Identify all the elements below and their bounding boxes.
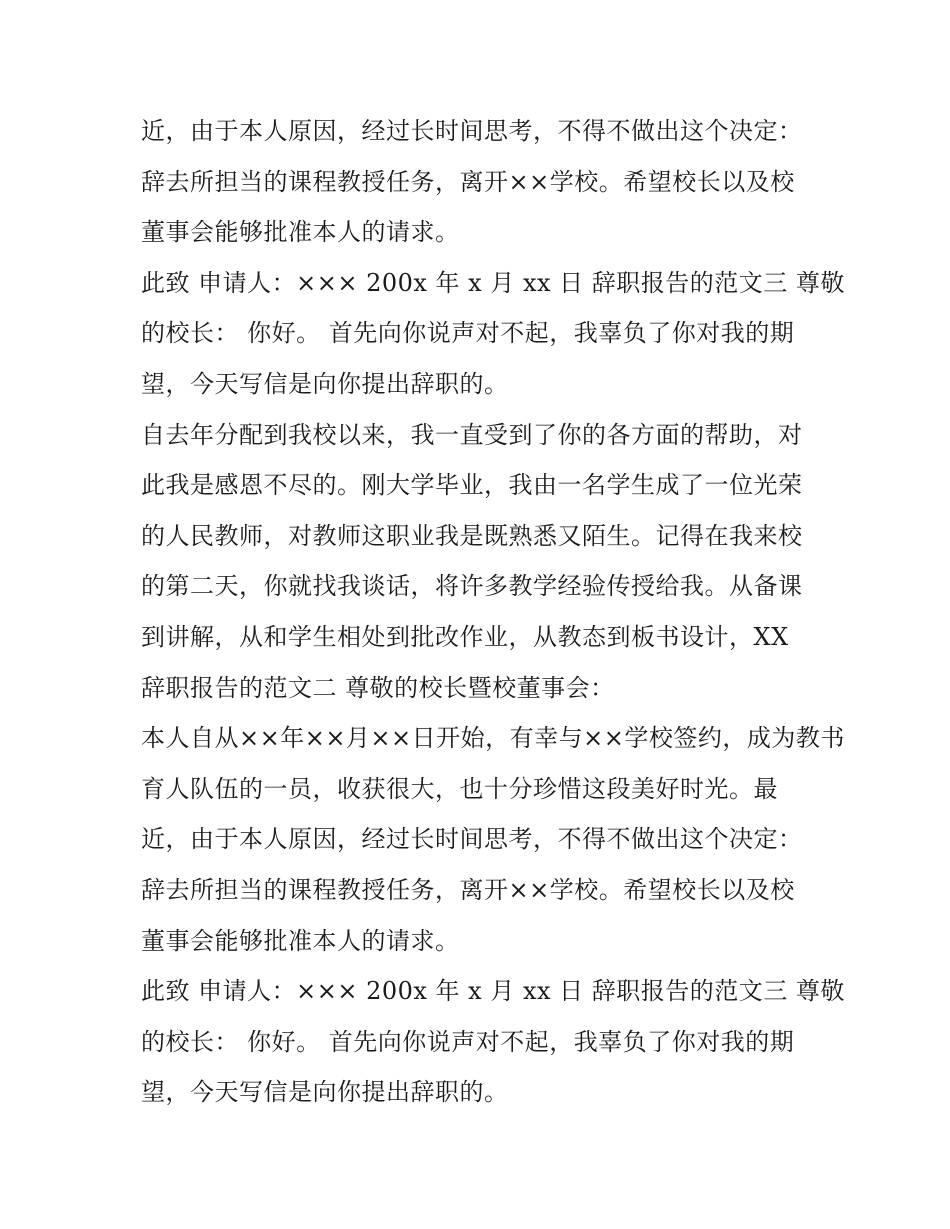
text-line: 近，由于本人原因，经过长时间思考，不得不做出这个决定： [141,825,803,854]
text-line: 董事会能够批准本人的请求。 [141,926,460,955]
text-line: 望，今天写信是向你提出辞职的。 [141,1078,509,1107]
text-line: 此我是感恩不尽的。刚大学毕业，我由一名学生成了一位光荣 [141,471,803,500]
text-line: 到讲解，从和学生相处到批改作业，从教态到板书设计，XX [141,622,789,651]
text-line: 辞职报告的范文二 尊敬的校长暨校董事会： [141,673,615,702]
text-line: 此致 申请人：××× 200x 年 x 月 xx 日 辞职报告的范文三 尊敬 [141,977,845,1006]
text-line: 望，今天写信是向你提出辞职的。 [141,369,509,398]
text-line: 董事会能够批准本人的请求。 [141,218,460,247]
text-line: 的人民教师，对教师这职业我是既熟悉又陌生。记得在我来校 [141,521,803,550]
text-line: 近，由于本人原因，经过长时间思考，不得不做出这个决定： [141,117,803,145]
document-body [141,106,845,1118]
text-line: 的校长： 你好。 首先向你说声对不起，我辜负了你对我的期 [141,319,795,348]
text-line: 育人队伍的一员，收获很大，也十分珍惜这段美好时光。最 [141,774,778,803]
text-line: 辞去所担当的课程教授任务，离开××学校。希望校长以及校 [141,167,795,196]
text-line: 辞去所担当的课程教授任务，离开××学校。希望校长以及校 [141,875,795,904]
text-line: 自去年分配到我校以来，我一直受到了你的各方面的帮助，对 [141,420,803,449]
text-line: 此致 申请人：××× 200x 年 x 月 xx 日 辞职报告的范文三 尊敬 [141,268,845,297]
text-line: 的校长： 你好。 首先向你说声对不起，我辜负了你对我的期 [141,1027,795,1056]
text-line: 的第二天，你就找我谈话，将许多教学经验传授给我。从备课 [141,572,803,601]
text-line: 本人自从××年××月××日开始，有幸与××学校签约，成为教书 [141,724,845,753]
